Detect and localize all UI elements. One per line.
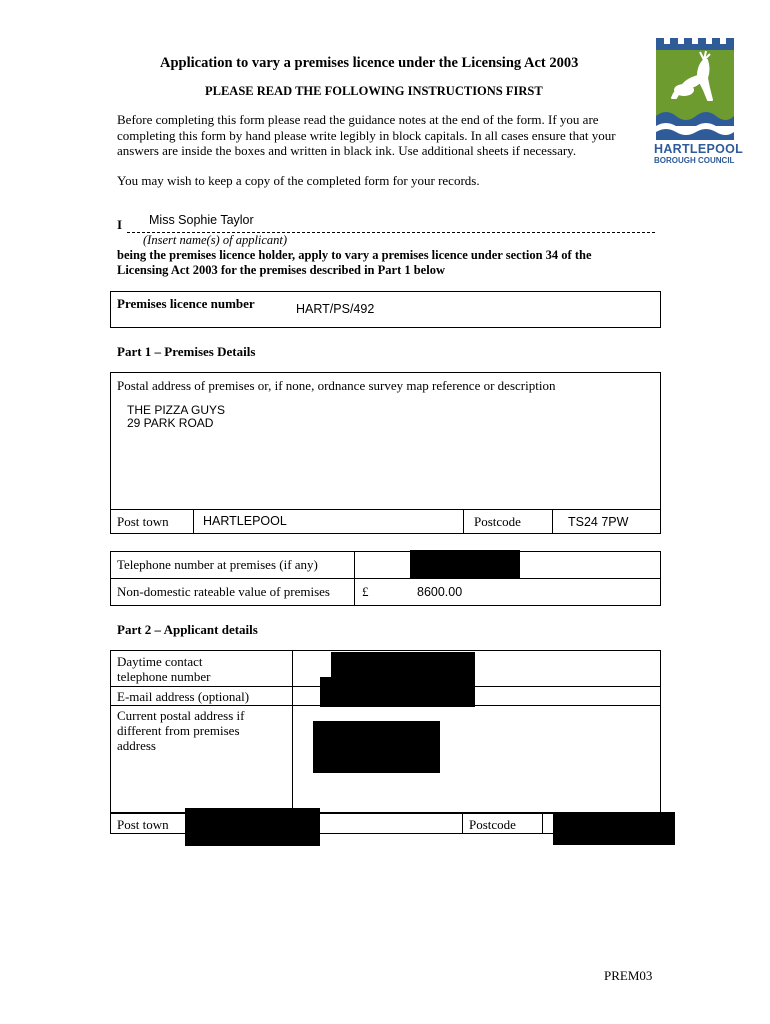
premises-address-line-2: 29 PARK ROAD <box>127 416 214 430</box>
divider <box>463 509 464 534</box>
premises-telephone-field[interactable] <box>355 552 659 577</box>
instructions-heading: PLEASE READ THE FOLLOWING INSTRUCTIONS FIRST <box>205 84 543 98</box>
applicant-address-label-2: different from premises <box>117 723 240 738</box>
currency-symbol: £ <box>362 584 369 599</box>
divider <box>110 578 661 579</box>
applicant-name-field[interactable] <box>127 212 655 233</box>
postcode-value: TS24 7PW <box>568 515 629 529</box>
applicant-name-hint: (Insert name(s) of applicant) <box>143 233 288 247</box>
applicant-post-town-label: Post town <box>117 817 169 832</box>
rateable-value-field[interactable] <box>374 580 658 604</box>
premises-telephone-label: Telephone number at premises (if any) <box>117 557 318 572</box>
applicant-post-town-field[interactable] <box>185 808 461 846</box>
copy-note: You may wish to keep a copy of the completed form for your records. <box>117 173 480 188</box>
declaration-line-1: being the premises licence holder, apply to vary a premises licence under section 34 of the <box>117 248 592 262</box>
licence-number-label: Premises licence number <box>117 296 255 311</box>
divider <box>542 813 543 834</box>
applicant-name: Miss Sophie Taylor <box>149 213 254 227</box>
email-field[interactable] <box>293 687 659 704</box>
post-town-label: Post town <box>117 514 169 529</box>
redaction-block <box>313 721 440 773</box>
part2-heading: Part 2 – Applicant details <box>117 622 258 637</box>
form-code: PREM03 <box>604 968 653 983</box>
daytime-telephone-label-2: telephone number <box>117 669 211 684</box>
applicant-address-label-3: address <box>117 738 156 753</box>
applicant-postcode-field[interactable] <box>553 812 675 845</box>
applicant-address-field[interactable] <box>293 706 659 811</box>
logo-name-line2: BOROUGH COUNCIL <box>654 156 735 165</box>
premises-address-line-1: THE PIZZA GUYS <box>127 403 226 417</box>
email-label: E-mail address (optional) <box>117 689 250 704</box>
redaction-block <box>185 808 320 846</box>
part1-heading: Part 1 – Premises Details <box>117 344 256 359</box>
licence-number-field[interactable] <box>288 296 658 324</box>
redaction-block <box>410 550 520 578</box>
instructions-line-1: Before completing this form please read the guidance notes at the end of the form. If you are <box>117 112 599 127</box>
daytime-telephone-label-1: Daytime contact <box>117 654 203 669</box>
instructions-text <box>117 112 657 159</box>
logo-name-line1: HARTLEPOOL <box>654 142 744 156</box>
licence-number-value: HART/PS/492 <box>296 302 375 316</box>
applicant-postcode-label: Postcode <box>469 817 516 832</box>
redaction-block <box>553 812 675 845</box>
declaration-line-2: Licensing Act 2003 for the premises described in Part 1 below <box>117 263 445 277</box>
premises-address-field[interactable] <box>114 396 658 508</box>
applicant-prefix: I <box>117 217 123 232</box>
postcode-label: Postcode <box>474 514 521 529</box>
form-title: Application to vary a premises licence under the Licensing Act 2003 <box>160 55 579 71</box>
divider <box>462 813 463 834</box>
rateable-value-label: Non-domestic rateable value of premises <box>117 584 330 599</box>
council-logo <box>654 38 742 166</box>
post-town-field[interactable] <box>194 510 462 533</box>
premises-address-label: Postal address of premises or, if none, ordnance survey map reference or description <box>117 378 556 393</box>
instructions-line-2: completing this form by hand please write legibly in block capitals. In all cases ensure that your <box>117 127 616 143</box>
instructions-line-3: answers are inside the boxes and written in black ink. Use additional sheets if necessary. <box>117 143 577 158</box>
rateable-value: 8600.00 <box>417 585 463 599</box>
applicant-address-label-1: Current postal address if <box>117 708 245 723</box>
redaction-block <box>320 677 475 707</box>
postcode-field[interactable] <box>553 510 659 533</box>
post-town-value: HARTLEPOOL <box>203 514 287 528</box>
stag-crest-icon <box>654 38 742 148</box>
